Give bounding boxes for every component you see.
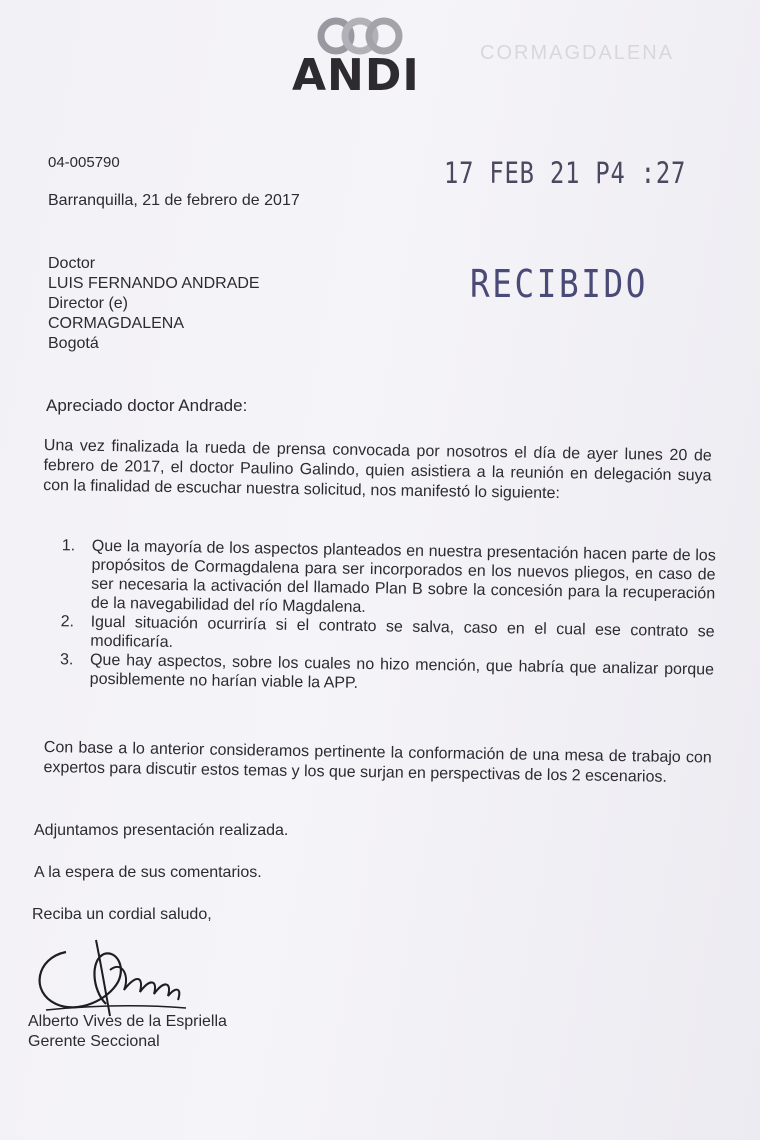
recipient-organization: CORMAGDALENA bbox=[48, 315, 185, 332]
list-item-number: 1. bbox=[61, 537, 76, 555]
paragraph-1: Una vez finalizada la rueda de prensa convocada por nosotros el día de ayer lunes 20 de febrero de 2017, el doctor Paulino Galindo, quien asistiera a la reunión en delegación suya con la finalidad de escuchar nuestra solicitud, nos manifestó lo siguiente: bbox=[43, 436, 712, 503]
list-item bbox=[47, 536, 716, 622]
signer-position: Gerente Seccional bbox=[28, 1033, 160, 1050]
recipient-name: LUIS FERNANDO ANDRADE bbox=[48, 275, 260, 292]
list-item-text: Que hay aspectos, sobre los cuales no hizo mención, que habría que analizar porque posiblemente no harían viable la APP. bbox=[89, 651, 715, 692]
list-item-text: Igual situación ocurriría si el contrato se salva, caso en el cual ese contrato se modificaría. bbox=[90, 613, 715, 651]
salutation: Apreciado doctor Andrade: bbox=[46, 396, 248, 415]
recipient-block bbox=[48, 254, 260, 354]
paragraph-2: Con base a lo anterior consideramos pertinente la conformación de una mesa de trabajo con expertos para discutir estos temas y los que surjan en perspectivas de los 2 escenarios. bbox=[43, 738, 712, 786]
andi-logo: ANDI bbox=[292, 50, 420, 101]
list-item-text: Que la mayoría de los aspectos planteados en nuestra presentación hacen parte de los propósitos de Cormagdalena para ser incorporados en los nuevos pliegos, en caso de ser necesaria la activación del llamado Plan B sobre la concesión para la recuperación de la navegabilidad del río Magdalena. bbox=[90, 537, 716, 616]
reference-number: 04-005790 bbox=[48, 154, 120, 171]
list-item-number: 2. bbox=[60, 613, 75, 631]
recipient-city: Bogotá bbox=[48, 335, 99, 352]
numbered-list bbox=[46, 536, 716, 698]
awaiting-line: A la espera de sus comentarios. bbox=[34, 864, 262, 881]
attachment-line: Adjuntamos presentación realizada. bbox=[34, 822, 289, 839]
closing-line: Reciba un cordial saludo, bbox=[32, 906, 212, 923]
signer-name: Alberto Vives de la Espriella bbox=[28, 1013, 227, 1030]
received-stamp-date: 17 FEB 21 P4 :27 bbox=[444, 156, 687, 190]
city-date: Barranquilla, 21 de febrero de 2017 bbox=[48, 192, 300, 209]
received-stamp: RECIBIDO bbox=[470, 262, 649, 306]
signer-block bbox=[28, 1012, 227, 1052]
recipient-position: Director (e) bbox=[48, 295, 129, 312]
recipient-title: Doctor bbox=[48, 255, 96, 272]
watermark: CORMAGDALENA bbox=[480, 42, 675, 64]
list-item-number: 3. bbox=[59, 651, 74, 669]
